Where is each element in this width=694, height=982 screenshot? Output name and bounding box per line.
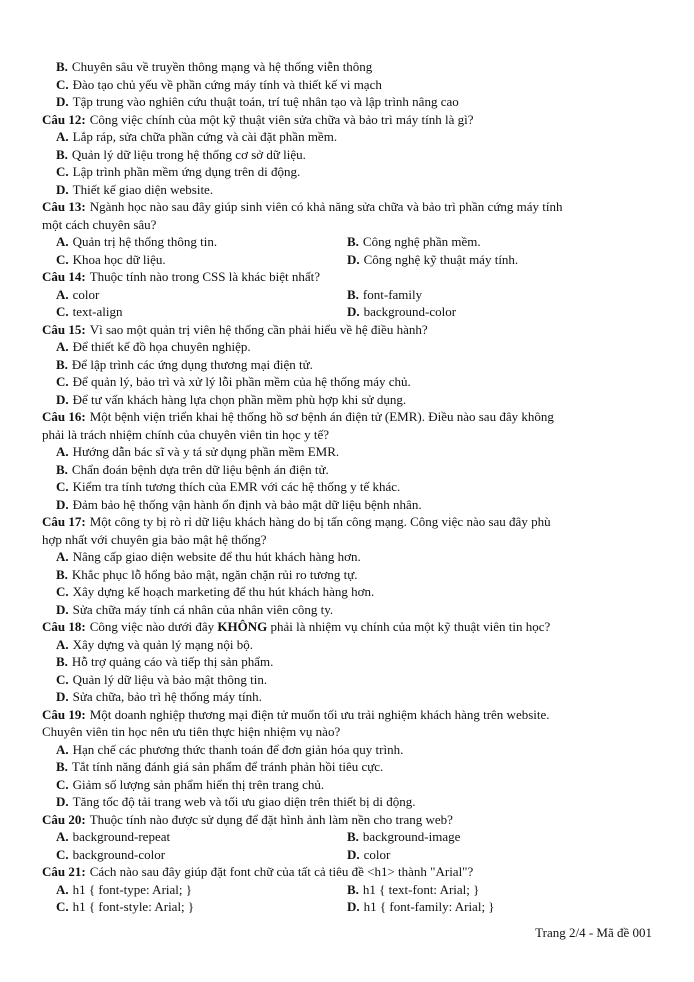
option-letter: A. (56, 741, 69, 757)
option-letter: C. (56, 846, 69, 862)
question-number: Câu 13: (42, 199, 86, 214)
q14-option-a (56, 286, 336, 304)
option-letter: C. (56, 76, 69, 92)
q17-option-b (56, 566, 656, 584)
option-letter: C. (56, 899, 69, 914)
question-text: phải là trách nhiệm chính của chuyên viên tin học y tế? (42, 426, 329, 442)
option-text: Để lập trình các ứng dụng thương mại điện tử. (71, 356, 313, 372)
q18-option-a (56, 636, 656, 654)
option-letter: C. (56, 671, 69, 687)
option-letter: C. (56, 304, 69, 319)
q13-option-a (56, 233, 336, 251)
option-letter: A. (56, 339, 69, 354)
q19-option-b (56, 758, 656, 776)
option-text: Công nghệ phần mềm. (362, 234, 481, 249)
q21-option-a (56, 881, 336, 899)
option-text: background-image (362, 829, 461, 844)
q17-option-a (56, 548, 656, 566)
option-letter: B. (347, 881, 359, 897)
q16-option-a (56, 443, 656, 461)
q14-option-c (56, 303, 336, 321)
q15-stem (42, 321, 694, 339)
option-letter: A. (56, 829, 69, 844)
option-text: h1 { font-style: Arial; } (72, 899, 195, 914)
q17-option-d (56, 601, 656, 619)
question-text: Vì sao một quản trị viên hệ thống cần phải hiểu về hệ điều hành? (89, 321, 428, 337)
option-text: Lắp ráp, sửa chữa phần cứng và cài đặt phần mềm. (72, 129, 338, 144)
option-letter: C. (56, 251, 69, 267)
option-text: Nâng cấp giao diện website để thu hút khách hàng hơn. (72, 549, 361, 564)
question-number: Câu 17: (42, 514, 86, 529)
option-letter: B. (347, 286, 359, 302)
q19-stem (42, 706, 694, 724)
question-number: Câu 20: (42, 811, 86, 827)
option-text: color (363, 846, 391, 862)
question-text: Một công ty bị rò rỉ dữ liệu khách hàng do bị tấn công mạng. Công việc nào sau đây phù (89, 514, 551, 529)
q13-option-d (347, 251, 647, 269)
q17-option-c (56, 583, 656, 601)
question-text-pre: Công việc nào dưới đây (89, 619, 215, 634)
option-text: Tập trung vào nghiên cứu thuật toán, trí tuệ nhân tạo và lập trình nâng cao (72, 94, 459, 109)
option-text: Giảm số lượng sản phẩm hiển thị trên trang chủ. (72, 776, 325, 792)
option-text: Lập trình phần mềm ứng dụng trên di động. (72, 164, 301, 179)
q16-option-d (56, 496, 656, 514)
question-text: Công việc chính của một kỹ thuật viên sửa chữa và bảo trì máy tính là gì? (89, 111, 474, 127)
option-text: Sửa chữa, bảo trì hệ thống máy tính. (72, 689, 262, 704)
q12-option-a (56, 128, 656, 146)
question-text-post: phải là nhiệm vụ chính của một kỹ thuật viên tin học? (270, 619, 551, 634)
q19-option-c (56, 776, 656, 794)
option-letter: B. (56, 146, 68, 162)
question-text: một cách chuyên sâu? (42, 216, 157, 232)
option-letter: C. (56, 584, 69, 599)
q14-option-b (347, 286, 647, 304)
option-letter: D. (56, 94, 69, 109)
q18-option-d (56, 688, 656, 706)
q12-option-b (56, 146, 656, 164)
option-letter: B. (56, 759, 68, 774)
option-text: Khoa học dữ liệu. (72, 251, 166, 267)
option-text: Tăng tốc độ tải trang web và tối ưu giao diện trên thiết bị di động. (72, 794, 416, 809)
q13-option-c (56, 251, 336, 269)
option-text: h1 { text-font: Arial; } (362, 881, 480, 897)
option-text: Quản lý dữ liệu trong hệ thống cơ sở dữ liệu. (71, 146, 306, 162)
option-text: Hạn chế các phương thức thanh toán để đơn giản hóa quy trình. (72, 741, 404, 757)
option-letter: D. (56, 794, 69, 809)
question-number: Câu 14: (42, 269, 86, 284)
option-text: Hỗ trợ quảng cáo và tiếp thị sản phẩm. (71, 654, 274, 669)
question-text: Một doanh nghiệp thương mại điện tử muốn tối ưu trải nghiệm khách hàng trên website. (89, 706, 550, 722)
question-number: Câu 21: (42, 864, 86, 879)
option-text: Sửa chữa máy tính cá nhân của nhân viên công ty. (72, 601, 334, 617)
q21-stem (42, 863, 694, 881)
option-text: Kiểm tra tính tương thích của EMR với các hệ thống y tế khác. (72, 479, 401, 494)
q11-option-b (56, 58, 656, 76)
option-text: text-align (72, 304, 123, 319)
option-text: Khắc phục lỗ hổng bảo mật, ngăn chặn rủi ro tương tự. (71, 566, 358, 582)
q18-option-b (56, 653, 656, 671)
question-text: Thuộc tính nào được sử dụng để đặt hình ảnh làm nền cho trang web? (89, 811, 453, 827)
question-text: Một bệnh viện triển khai hệ thống hồ sơ bệnh án điện tử (EMR). Điều nào sau đây không (89, 409, 554, 424)
option-letter: C. (56, 374, 69, 389)
option-letter: B. (56, 461, 68, 477)
option-letter: D. (56, 181, 69, 197)
q18-option-c (56, 671, 656, 689)
question-number: Câu 19: (42, 706, 86, 722)
q15-option-a (56, 338, 656, 356)
option-letter: D. (56, 496, 69, 512)
option-text: Công nghệ kỹ thuật máy tính. (363, 251, 519, 267)
option-text: Để thiết kế đồ họa chuyên nghiệp. (72, 339, 251, 354)
question-number: Câu 18: (42, 619, 86, 634)
option-text: Đảm bảo hệ thống vận hành ổn định và bảo mật dữ liệu bệnh nhân. (72, 496, 422, 512)
option-letter: B. (56, 356, 68, 372)
q17-stem (42, 513, 694, 531)
question-emphasis: KHÔNG (217, 619, 268, 634)
option-letter: B. (56, 654, 68, 669)
q19-option-d (56, 793, 656, 811)
question-number: Câu 16: (42, 409, 86, 424)
q14-stem (42, 268, 694, 286)
option-text: Đào tạo chủ yếu về phần cứng máy tính và thiết kế vi mạch (72, 76, 382, 92)
option-letter: C. (56, 479, 69, 494)
option-letter: D. (347, 251, 360, 267)
q21-option-b (347, 881, 647, 899)
option-letter: A. (56, 129, 69, 144)
option-text: Xây dựng và quản lý mạng nội bộ. (72, 636, 253, 652)
question-text: Chuyên viên tin học nên ưu tiên thực hiện nhiệm vụ nào? (42, 724, 341, 739)
option-letter: D. (56, 391, 69, 407)
option-letter: D. (347, 846, 360, 862)
option-text: Thiết kế giao diện website. (72, 181, 214, 197)
q13-stem-line2 (42, 216, 694, 234)
option-text: Xây dựng kế hoạch marketing để thu hút khách hàng hơn. (72, 584, 375, 599)
option-text: h1 { font-type: Arial; } (72, 881, 192, 897)
option-text: h1 { font-family: Arial; } (363, 899, 495, 914)
q14-option-d (347, 303, 647, 321)
q13-option-b (347, 233, 647, 251)
option-text: Chẩn đoán bệnh dựa trên dữ liệu bệnh án điện tử. (71, 461, 329, 477)
q21-option-c (56, 898, 336, 916)
q12-stem (42, 111, 694, 129)
q19-stem-line2 (42, 723, 694, 741)
q20-stem (42, 811, 694, 829)
option-letter: D. (347, 304, 360, 319)
question-text: Ngành học nào sau đây giúp sinh viên có khả năng sửa chữa và bảo trì phần cứng máy tính (89, 199, 563, 214)
q15-option-d (56, 391, 656, 409)
question-text: Cách nào sau đây giúp đặt font chữ của tất cả tiêu đề <h1> thành "Arial"? (89, 864, 474, 879)
q20-option-c (56, 846, 336, 864)
q15-option-c (56, 373, 656, 391)
option-text: Hướng dẫn bác sĩ và y tá sử dụng phần mềm EMR. (72, 444, 340, 459)
option-letter: D. (347, 899, 360, 914)
q20-option-d (347, 846, 647, 864)
q13-stem (42, 198, 694, 216)
option-letter: A. (56, 286, 69, 302)
q15-option-b (56, 356, 656, 374)
option-letter: C. (56, 164, 69, 179)
q12-option-d (56, 181, 656, 199)
option-text: Tắt tính năng đánh giá sản phẩm để tránh phản hồi tiêu cực. (71, 759, 384, 774)
option-letter: A. (56, 881, 69, 897)
option-text: Quản lý dữ liệu và bảo mật thông tin. (72, 671, 268, 687)
q11-option-d (56, 93, 656, 111)
q11-option-c (56, 76, 656, 94)
option-text: Chuyên sâu về truyền thông mạng và hệ thống viễn thông (71, 59, 373, 74)
option-letter: B. (347, 829, 359, 844)
option-letter: C. (56, 776, 69, 792)
question-text: Thuộc tính nào trong CSS là khác biệt nhất? (89, 269, 321, 284)
q18-stem (42, 618, 694, 636)
q20-option-b (347, 828, 647, 846)
option-text: background-repeat (72, 829, 171, 844)
question-text: hợp nhất với chuyên gia bảo mật hệ thống? (42, 531, 267, 547)
option-text: background-color (363, 304, 457, 319)
option-letter: B. (347, 234, 359, 249)
option-letter: D. (56, 601, 69, 617)
option-text: font-family (362, 286, 423, 302)
option-text: Để quản lý, bảo trì và xử lý lỗi phần mềm của hệ thống máy chủ. (72, 374, 411, 389)
q19-option-a (56, 741, 656, 759)
q16-stem-line2 (42, 426, 694, 444)
option-letter: A. (56, 549, 69, 564)
option-text: Để tư vấn khách hàng lựa chọn phần mềm phù hợp khi sử dụng. (72, 391, 407, 407)
option-letter: B. (56, 59, 68, 74)
option-letter: A. (56, 636, 69, 652)
page-footer: Trang 2/4 - Mã đề 001 (535, 925, 652, 940)
q12-option-c (56, 163, 656, 181)
option-letter: B. (56, 566, 68, 582)
question-number: Câu 15: (42, 321, 86, 337)
q20-option-a (56, 828, 336, 846)
question-number: Câu 12: (42, 111, 86, 127)
q17-stem-line2 (42, 531, 694, 549)
q16-stem (42, 408, 694, 426)
q21-option-d (347, 898, 647, 916)
option-text: color (72, 286, 100, 302)
option-text: background-color (72, 846, 166, 862)
q16-option-b (56, 461, 656, 479)
option-letter: D. (56, 689, 69, 704)
q16-option-c (56, 478, 656, 496)
option-letter: A. (56, 444, 69, 459)
option-text: Quản trị hệ thống thông tin. (72, 234, 218, 249)
option-letter: A. (56, 234, 69, 249)
